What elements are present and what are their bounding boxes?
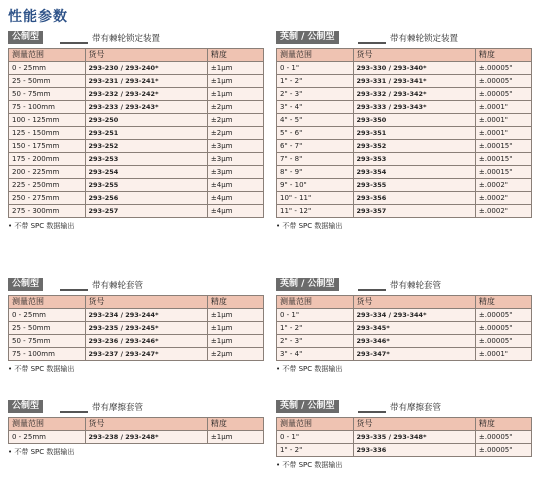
accuracy-cell: ±.00005" [475, 444, 531, 457]
range-cell: 9" - 10" [277, 179, 354, 192]
block-subtitle: 带有摩擦套管 [390, 403, 442, 413]
range-cell: 10" - 11" [277, 192, 354, 205]
spec-table [8, 48, 264, 218]
code-cell: 293-238 / 293-248* [85, 431, 207, 444]
accuracy-cell: ±.0002" [475, 179, 531, 192]
footnote: • 不带 SPC 数据输出 [8, 365, 75, 373]
table-row [277, 62, 532, 75]
range-cell: 2" - 3" [277, 88, 354, 101]
code-cell: 293-235 / 293-245* [85, 322, 207, 335]
block-subtitle: 带有摩擦套管 [92, 403, 144, 413]
accuracy-cell: ±.0001" [475, 114, 531, 127]
range-cell: 75 - 100mm [9, 348, 86, 361]
code-cell: 293-332 / 293-342* [353, 88, 475, 101]
accuracy-cell: ±.00005" [475, 88, 531, 101]
accuracy-cell: ±1μm [207, 75, 263, 88]
code-cell: 293-254 [85, 166, 207, 179]
type-tag: 公制型 [8, 400, 43, 413]
code-cell: 293-330 / 293-340* [353, 62, 475, 75]
table-row [277, 127, 532, 140]
range-cell: 0 - 25mm [9, 62, 86, 75]
accuracy-cell: ±1μm [207, 88, 263, 101]
type-tag: 公制型 [8, 31, 43, 44]
tag-underline [358, 411, 386, 413]
table-row [277, 205, 532, 218]
code-cell: 293-251 [85, 127, 207, 140]
table-header-row [277, 296, 532, 309]
accuracy-cell: ±1μm [207, 322, 263, 335]
code-cell: 293-336 [353, 444, 475, 457]
accuracy-cell: ±1μm [207, 309, 263, 322]
table-row [9, 140, 264, 153]
code-cell: 293-346* [353, 335, 475, 348]
column-header-accuracy: 精度 [207, 296, 263, 309]
range-cell: 7" - 8" [277, 153, 354, 166]
code-cell: 293-350 [353, 114, 475, 127]
table-row [9, 114, 264, 127]
code-cell: 293-250 [85, 114, 207, 127]
table-row [277, 192, 532, 205]
table-row [277, 322, 532, 335]
table-row [277, 114, 532, 127]
code-cell: 293-230 / 293-240* [85, 62, 207, 75]
footnote: • 不带 SPC 数据输出 [276, 365, 343, 373]
range-cell: 200 - 225mm [9, 166, 86, 179]
column-header-code: 货号 [353, 418, 475, 431]
block-subtitle: 带有棘轮套管 [92, 281, 144, 291]
code-cell: 293-232 / 293-242* [85, 88, 207, 101]
accuracy-cell: ±.00005" [475, 309, 531, 322]
accuracy-cell: ±.00015" [475, 166, 531, 179]
column-header-range: 测量范围 [9, 418, 86, 431]
accuracy-cell: ±3μm [207, 166, 263, 179]
table-row [277, 348, 532, 361]
table-row [9, 348, 264, 361]
table-row [9, 153, 264, 166]
code-cell: 293-237 / 293-247* [85, 348, 207, 361]
table-row [277, 88, 532, 101]
column-header-code: 货号 [85, 49, 207, 62]
footnote: • 不带 SPC 数据输出 [276, 222, 343, 230]
code-cell: 293-335 / 293-348* [353, 431, 475, 444]
accuracy-cell: ±.0001" [475, 101, 531, 114]
block-subtitle: 带有棘轮锁定装置 [92, 34, 161, 44]
accuracy-cell: ±4μm [207, 192, 263, 205]
table-row [277, 140, 532, 153]
spec-table [8, 295, 264, 361]
range-cell: 25 - 50mm [9, 75, 86, 88]
table-row [277, 101, 532, 114]
accuracy-cell: ±4μm [207, 179, 263, 192]
range-cell: 275 - 300mm [9, 205, 86, 218]
tag-underline [60, 411, 88, 413]
type-tag: 英制 / 公制型 [276, 400, 339, 413]
table-header-row [9, 49, 264, 62]
code-cell: 293-352 [353, 140, 475, 153]
range-cell: 11" - 12" [277, 205, 354, 218]
type-tag: 英制 / 公制型 [276, 278, 339, 291]
accuracy-cell: ±1μm [207, 335, 263, 348]
accuracy-cell: ±1μm [207, 62, 263, 75]
code-cell: 293-255 [85, 179, 207, 192]
accuracy-cell: ±2μm [207, 348, 263, 361]
range-cell: 4" - 5" [277, 114, 354, 127]
table-row [9, 88, 264, 101]
accuracy-cell: ±.0002" [475, 205, 531, 218]
accuracy-cell: ±.00005" [475, 62, 531, 75]
code-cell: 293-347* [353, 348, 475, 361]
code-cell: 293-351 [353, 127, 475, 140]
range-cell: 75 - 100mm [9, 101, 86, 114]
accuracy-cell: ±2μm [207, 114, 263, 127]
spec-table [276, 417, 532, 457]
table-row [277, 153, 532, 166]
accuracy-cell: ±.0001" [475, 127, 531, 140]
column-header-code: 货号 [85, 418, 207, 431]
table-header-row [9, 296, 264, 309]
code-cell: 293-252 [85, 140, 207, 153]
accuracy-cell: ±4μm [207, 205, 263, 218]
table-row [9, 322, 264, 335]
code-cell: 293-256 [85, 192, 207, 205]
table-row [9, 101, 264, 114]
range-cell: 0 - 1" [277, 309, 354, 322]
accuracy-cell: ±.00015" [475, 140, 531, 153]
spec-table [276, 295, 532, 361]
column-header-range: 测量范围 [9, 296, 86, 309]
table-row [9, 62, 264, 75]
accuracy-cell: ±2μm [207, 101, 263, 114]
table-row [9, 205, 264, 218]
table-row [277, 166, 532, 179]
block-header [276, 31, 532, 45]
column-header-range: 测量范围 [277, 49, 354, 62]
range-cell: 50 - 75mm [9, 335, 86, 348]
accuracy-cell: ±1μm [207, 431, 263, 444]
range-cell: 5" - 6" [277, 127, 354, 140]
range-cell: 50 - 75mm [9, 88, 86, 101]
table-row [277, 335, 532, 348]
tag-underline [60, 289, 88, 291]
tag-underline [60, 42, 88, 44]
column-header-accuracy: 精度 [207, 418, 263, 431]
accuracy-cell: ±.00005" [475, 431, 531, 444]
table-row [277, 179, 532, 192]
block-header [276, 400, 532, 414]
spec-table [276, 48, 532, 218]
spec-table [8, 417, 264, 444]
range-cell: 125 - 150mm [9, 127, 86, 140]
spec-block-inch-metric-ratchet-sleeve [276, 278, 532, 374]
table-header-row [277, 418, 532, 431]
footnote: • 不带 SPC 数据输出 [8, 448, 75, 456]
code-cell: 293-354 [353, 166, 475, 179]
range-cell: 3" - 4" [277, 348, 354, 361]
code-cell: 293-257 [85, 205, 207, 218]
range-cell: 0 - 1" [277, 431, 354, 444]
accuracy-cell: ±3μm [207, 140, 263, 153]
accuracy-cell: ±.0002" [475, 192, 531, 205]
table-row [9, 166, 264, 179]
code-cell: 293-356 [353, 192, 475, 205]
table-row [9, 309, 264, 322]
type-tag: 公制型 [8, 278, 43, 291]
tag-underline [358, 289, 386, 291]
range-cell: 0 - 25mm [9, 309, 86, 322]
accuracy-cell: ±.00005" [475, 75, 531, 88]
spec-block-metric-ratchet-lock [8, 31, 264, 231]
range-cell: 225 - 250mm [9, 179, 86, 192]
table-row [9, 75, 264, 88]
range-cell: 0 - 1" [277, 62, 354, 75]
range-cell: 1" - 2" [277, 75, 354, 88]
range-cell: 25 - 50mm [9, 322, 86, 335]
spec-block-metric-friction-sleeve [8, 400, 264, 457]
accuracy-cell: ±.00015" [475, 153, 531, 166]
code-cell: 293-355 [353, 179, 475, 192]
range-cell: 2" - 3" [277, 335, 354, 348]
code-cell: 293-236 / 293-246* [85, 335, 207, 348]
table-row [277, 75, 532, 88]
accuracy-cell: ±3μm [207, 153, 263, 166]
footnote: • 不带 SPC 数据输出 [8, 222, 75, 230]
column-header-range: 测量范围 [277, 296, 354, 309]
code-cell: 293-333 / 293-343* [353, 101, 475, 114]
range-cell: 250 - 275mm [9, 192, 86, 205]
table-row [9, 431, 264, 444]
block-header [276, 278, 532, 292]
footnote: • 不带 SPC 数据输出 [276, 461, 343, 469]
column-header-code: 货号 [353, 296, 475, 309]
accuracy-cell: ±.0001" [475, 348, 531, 361]
code-cell: 293-357 [353, 205, 475, 218]
table-header-row [9, 418, 264, 431]
column-header-code: 货号 [85, 296, 207, 309]
column-header-code: 货号 [353, 49, 475, 62]
code-cell: 293-331 / 293-341* [353, 75, 475, 88]
range-cell: 1" - 2" [277, 322, 354, 335]
block-subtitle: 带有棘轮锁定装置 [390, 34, 459, 44]
type-tag: 英制 / 公制型 [276, 31, 339, 44]
range-cell: 150 - 175mm [9, 140, 86, 153]
column-header-range: 测量范围 [277, 418, 354, 431]
page-title: 性能参数 [8, 9, 68, 25]
spec-block-inch-metric-ratchet-lock [276, 31, 532, 231]
table-row [277, 431, 532, 444]
block-header [8, 400, 264, 414]
column-header-accuracy: 精度 [475, 418, 531, 431]
table-row [9, 127, 264, 140]
range-cell: 100 - 125mm [9, 114, 86, 127]
code-cell: 293-231 / 293-241* [85, 75, 207, 88]
tag-underline [358, 42, 386, 44]
code-cell: 293-353 [353, 153, 475, 166]
block-subtitle: 带有棘轮套管 [390, 281, 442, 291]
code-cell: 293-233 / 293-243* [85, 101, 207, 114]
table-row [9, 335, 264, 348]
accuracy-cell: ±.00005" [475, 322, 531, 335]
table-row [9, 179, 264, 192]
accuracy-cell: ±.00005" [475, 335, 531, 348]
column-header-range: 测量范围 [9, 49, 86, 62]
column-header-accuracy: 精度 [475, 49, 531, 62]
column-header-accuracy: 精度 [475, 296, 531, 309]
table-row [277, 444, 532, 457]
code-cell: 293-253 [85, 153, 207, 166]
block-header [8, 278, 264, 292]
column-header-accuracy: 精度 [207, 49, 263, 62]
range-cell: 3" - 4" [277, 101, 354, 114]
range-cell: 0 - 25mm [9, 431, 86, 444]
table-header-row [277, 49, 532, 62]
table-row [277, 309, 532, 322]
range-cell: 8" - 9" [277, 166, 354, 179]
spec-block-inch-metric-friction-sleeve [276, 400, 532, 470]
code-cell: 293-345* [353, 322, 475, 335]
table-row [9, 192, 264, 205]
range-cell: 1" - 2" [277, 444, 354, 457]
code-cell: 293-334 / 293-344* [353, 309, 475, 322]
range-cell: 6" - 7" [277, 140, 354, 153]
spec-block-metric-ratchet-sleeve [8, 278, 264, 374]
block-header [8, 31, 264, 45]
range-cell: 175 - 200mm [9, 153, 86, 166]
accuracy-cell: ±2μm [207, 127, 263, 140]
code-cell: 293-234 / 293-244* [85, 309, 207, 322]
